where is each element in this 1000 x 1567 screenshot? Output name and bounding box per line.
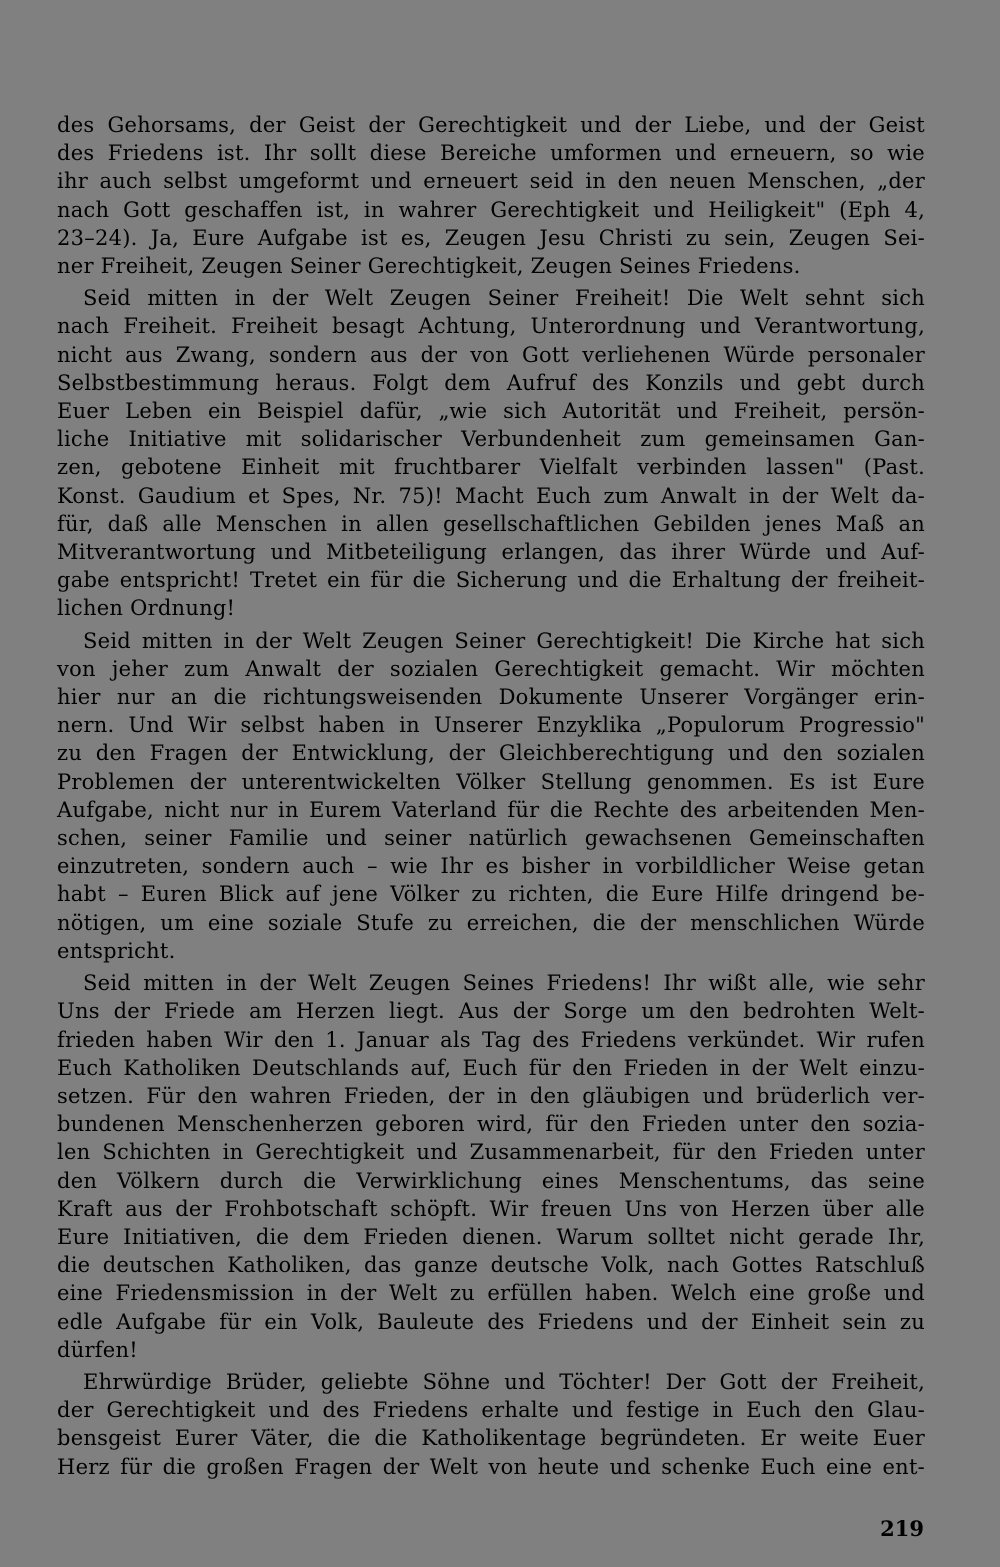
text-line: Uns der Friede am Herzen liegt. Aus der Sorge um den bedrohten Welt- (57, 999, 925, 1024)
text-line: Seid mitten in der Welt Zeugen Seines Friedens! Ihr wißt alle, wie sehr (83, 971, 925, 996)
paragraph (57, 1368, 925, 1481)
text-line: entspricht. (57, 938, 176, 963)
text-line: Euch Katholiken Deutschlands auf, Euch für den Frieden in der Welt einzu- (57, 1055, 925, 1080)
text-line: bensgeist Eurer Väter, die die Katholikentage begründeten. Er weite Euer (57, 1426, 925, 1451)
text-line: Kraft aus der Frohbotschaft schöpft. Wir freuen Uns von Herzen über alle (57, 1196, 925, 1221)
text-line: Eure Initiativen, die dem Frieden dienen. Warum solltet nicht gerade Ihr, (57, 1224, 925, 1249)
page-number: 219 (880, 1516, 924, 1541)
text-line: von jeher zum Anwalt der sozialen Gerechtigkeit gemacht. Wir möchten (57, 656, 925, 681)
text-line: Mitverantwortung und Mitbeteiligung erlangen, das ihrer Würde und Auf- (57, 540, 925, 565)
text-line: nach Gott geschaffen ist, in wahrer Gerechtigkeit und Heiligkeit" (Eph 4, (57, 197, 925, 222)
paragraph (57, 969, 925, 1364)
body-text (57, 111, 925, 1485)
text-line: bundenen Menschenherzen geboren wird, für den Frieden unter den sozia- (57, 1112, 925, 1137)
text-line: gabe entspricht! Tretet ein für die Sicherung und die Erhaltung der freiheit- (57, 568, 925, 593)
text-line: setzen. Für den wahren Frieden, der in den gläubigen und brüderlich ver- (57, 1083, 925, 1108)
paragraph (57, 627, 925, 965)
text-line: nicht aus Zwang, sondern aus der von Gott verliehenen Würde personaler (57, 342, 925, 367)
text-line: habt – Euren Blick auf jene Völker zu richten, die Eure Hilfe dringend be- (57, 882, 925, 907)
text-line: edle Aufgabe für ein Volk, Bauleute des Friedens und der Einheit sein zu (57, 1309, 925, 1334)
text-line: einzutreten, sondern auch – wie Ihr es bisher in vorbildlicher Weise getan (57, 854, 925, 879)
text-line: nötigen, um eine soziale Stufe zu erreichen, die der menschlichen Würde (57, 910, 925, 935)
text-line: liche Initiative mit solidarischer Verbundenheit zum gemeinsamen Gan- (57, 427, 925, 452)
text-line: Konst. Gaudium et Spes, Nr. 75)! Macht Euch zum Anwalt in der Welt da- (57, 483, 925, 508)
text-line: lichen Ordnung! (57, 596, 236, 621)
text-line: 23–24). Ja, Eure Aufgabe ist es, Zeugen Jesu Christi zu sein, Zeugen Sei- (57, 225, 925, 250)
text-line: Problemen der unterentwickelten Völker Stellung genommen. Es ist Eure (57, 769, 925, 794)
text-line: nern. Und Wir selbst haben in Unserer Enzyklika „Populorum Progressio" (57, 713, 925, 738)
text-line: frieden haben Wir den 1. Januar als Tag des Friedens verkündet. Wir rufen (57, 1027, 925, 1052)
text-line: des Friedens ist. Ihr sollt diese Bereiche umformen und erneuern, so wie (57, 141, 925, 166)
paragraph (57, 111, 925, 280)
text-line: ihr auch selbst umgeformt und erneuert seid in den neuen Menschen, „der (57, 169, 925, 194)
text-line: Herz für die großen Fragen der Welt von heute und schenke Euch eine ent- (57, 1454, 925, 1479)
text-line: Seid mitten in der Welt Zeugen Seiner Freiheit! Die Welt sehnt sich (83, 286, 925, 311)
text-line: dürfen! (57, 1337, 138, 1362)
text-line: der Gerechtigkeit und des Friedens erhalte und festige in Euch den Glau- (57, 1398, 925, 1423)
text-line: für, daß alle Menschen in allen gesellschaftlichen Gebilden jenes Maß an (57, 511, 925, 536)
text-line: len Schichten in Gerechtigkeit und Zusammenarbeit, für den Frieden unter (57, 1140, 925, 1165)
text-line: den Völkern durch die Verwirklichung eines Menschentums, das seine (57, 1168, 925, 1193)
text-line: zen, gebotene Einheit mit fruchtbarer Vielfalt verbinden lassen" (Past. (57, 455, 925, 480)
text-line: Aufgabe, nicht nur in Eurem Vaterland für die Rechte des arbeitenden Men- (57, 797, 925, 822)
text-line: Selbstbestimmung heraus. Folgt dem Aufruf des Konzils und gebt durch (57, 370, 925, 395)
text-line: Euer Leben ein Beispiel dafür, „wie sich Autorität und Freiheit, persön- (57, 399, 925, 424)
paragraph (57, 284, 925, 622)
text-line: hier nur an die richtungsweisenden Dokumente Unserer Vorgänger erin- (57, 685, 925, 710)
text-line: zu den Fragen der Entwicklung, der Gleichberechtigung und den sozialen (57, 741, 925, 766)
text-line: nach Freiheit. Freiheit besagt Achtung, Unterordnung und Verantwortung, (57, 314, 925, 339)
text-line: eine Friedensmission in der Welt zu erfüllen haben. Welch eine große und (57, 1281, 925, 1306)
text-line: Seid mitten in der Welt Zeugen Seiner Gerechtigkeit! Die Kirche hat sich (83, 628, 925, 653)
text-line: schen, seiner Familie und seiner natürlich gewachsenen Gemeinschaften (57, 826, 925, 851)
text-line: die deutschen Katholiken, das ganze deutsche Volk, nach Gottes Ratschluß (57, 1253, 925, 1278)
text-line: Ehrwürdige Brüder, geliebte Söhne und Töchter! Der Gott der Freiheit, (83, 1369, 925, 1394)
text-line: ner Freiheit, Zeugen Seiner Gerechtigkeit, Zeugen Seines Friedens. (57, 254, 801, 279)
text-line: des Gehorsams, der Geist der Gerechtigkeit und der Liebe, und der Geist (57, 113, 925, 137)
